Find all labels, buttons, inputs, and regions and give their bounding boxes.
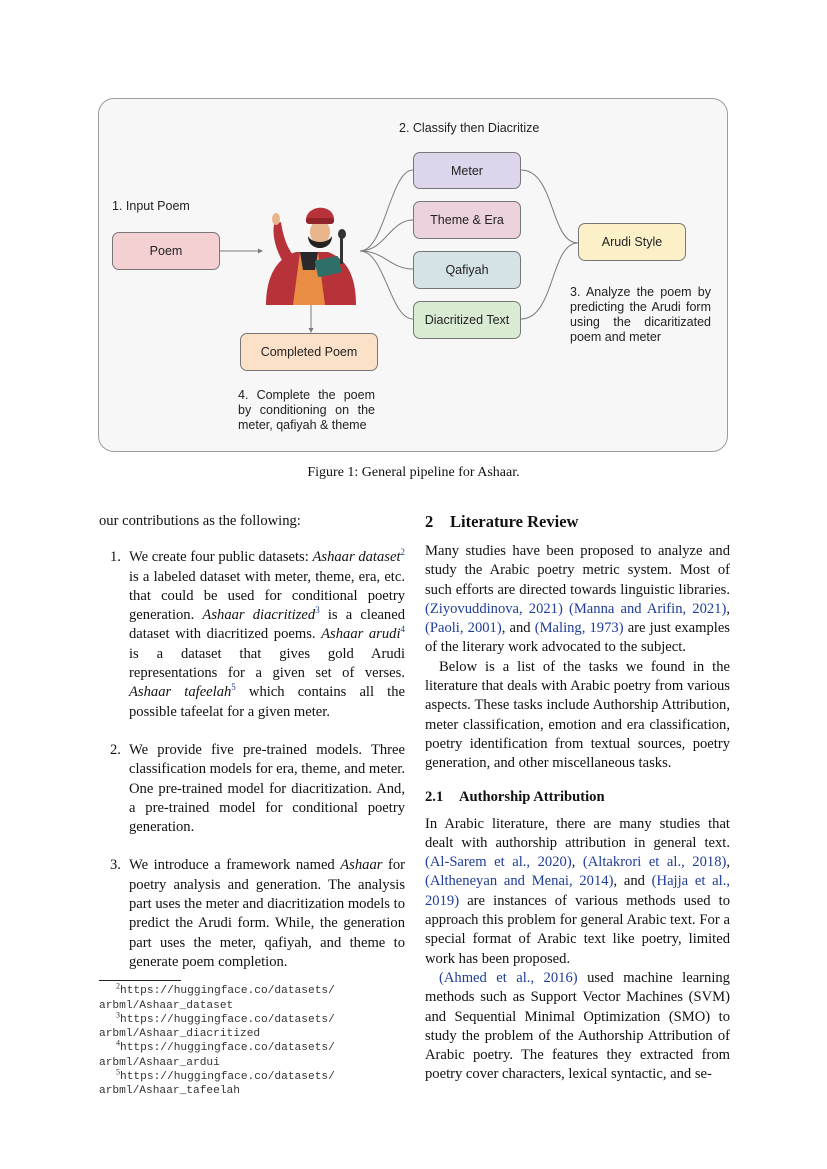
connector-to-theme [360,220,413,251]
left-column [99,512,405,1099]
node-completed-poem: Completed Poem [240,333,378,371]
citation-link[interactable]: (Ahmed et al., 2016) [439,969,578,986]
list-item [99,548,405,722]
node-theme-era: Theme & Era [413,201,521,239]
footnote: $^4$https://huggingface.co/datasets/ arbml/Ashaar_ardui [99,1038,335,1069]
list-item [99,741,405,837]
footnotes [99,981,405,1098]
footnote-link[interactable]: arbml/Ashaar_dataset [99,999,234,1012]
poet-illustration [266,208,356,305]
footnote-ref[interactable]: 2 [400,547,405,558]
list-number: 2. [110,741,121,758]
node-poem: Poem [112,232,220,270]
paragraph: Many studies have been proposed to analyze and study the Arabic poetry metric system. Most of such efforts are directed towards linguistic libraries. (Ziyovuddinova, 2021) (Manna and Arifin, 2021), (Paoli, 2001), and (Maling, 1973) are just examples of the literary work advocated to the subject. [425,543,730,656]
node-arudi-style: Arudi Style [578,223,686,261]
citation-link[interactable]: (Altheneyan and Menai, 2014) [425,873,614,890]
citation-link[interactable]: (Al-Sarem et al., 2020) [425,854,572,871]
footnote-link[interactable]: arbml/Ashaar_ardui [99,1056,220,1069]
footnote-link[interactable]: arbml/Ashaar_diacritized [99,1028,261,1041]
connector-to-meter [360,170,413,251]
citation-link[interactable]: (Ziyovuddinova, 2021) [425,600,563,617]
paragraph: Below is a list of the tasks we found in the literature that deals with Arabic poetry from various aspects. These tasks include Authorship Attribution, meter classification, emotion and era classification, poetry identification from textual sources, poetry generation, and other miscellaneous tasks. [425,658,730,772]
list-number: 1. [110,549,121,566]
paragraph: In Arabic literature, there are many studies that dealt with authorship attribution in general text. (Al-Sarem et al., 2020), (Altakrori et al., 2018), (Altheneyan and Menai, 2014), and (Hajja et al., 2019) are instances of various methods used to approach this problem for general Arabic text. For a special format of Arabic text like poetry, limited work has been proposed. [425,815,731,967]
citation-link[interactable]: (Hajja et al., 2019) [425,873,730,909]
node-diacritized-text: Diacritized Text [413,301,521,339]
list-item-text: We create four public datasets: Ashaar dataset$^2$ is a labeled dataset with meter, theme, era, etc. that could be used for conditional poetry generation. Ashaar diacritized$^3$ is a cleaned dataset with diacritized poems. Ashaar arudi$^4$ is a dataset that gives gold Arudi representations for a given set of verses. Ashaar tafeelah$^5$ which contains all the possible tafeelat for a given meter. [129,547,406,720]
list-item [99,856,405,972]
footnote-rule [99,980,181,981]
figure-step-1-label: 1. Input Poem [112,199,190,213]
connector-meter-to-arudi [521,170,578,243]
subsection-heading: 2.1 Authorship Attribution [425,788,605,805]
citation-link[interactable]: (Manna and Arifin, 2021) [568,600,727,617]
node-meter: Meter [413,152,521,189]
footnote-link[interactable]: arbml/Ashaar_tafeelah [99,1085,240,1098]
list-number: 3. [110,857,121,874]
list-item-text: We provide five pre-trained models. Three classification models for era, theme, and meter. One pre-trained model for diacritization. And, a pre-trained model for conditional poetry generation. [129,741,405,836]
figure-step-4-label: 4. Complete the poem by conditioning on the meter, qafiyah & theme [238,388,375,432]
footnote-link[interactable]: https://huggingface.co/datasets/ [120,1042,335,1055]
footnote-ref[interactable]: 3 [315,605,320,616]
citation-link[interactable]: (Maling, 1973) [534,620,624,637]
citation-link[interactable]: (Paoli, 2001) [425,620,502,637]
section-heading: 2 Literature Review [425,512,579,531]
connector-to-diacritized [360,251,413,319]
footnote-ref[interactable]: 5 [231,682,236,693]
footnote: $^5$https://huggingface.co/datasets/ arbml/Ashaar_tafeelah [99,1067,335,1098]
citation-link[interactable]: (Altakrori et al., 2018) [582,854,727,871]
right-column [425,512,730,1085]
footnote-link[interactable]: https://huggingface.co/datasets/ [120,985,335,998]
paragraph: (Ahmed et al., 2016) used machine learning methods such as Support Vector Machines (SVM) and Sequential Minimal Optimization (SMO) to study the problem of the Authorship Attribution of Arabic poetry. The features they extracted from poetry cover characters, lexical syntactic, and se- [425,969,730,1083]
figure-step-2-label: 2. Classify then Diacritize [399,121,540,135]
figure-step-3-label: 3. Analyze the poem by predicting the Arudi form using the dicaritizated poem and meter [570,285,711,344]
footnote: $^2$https://huggingface.co/datasets/ arbml/Ashaar_dataset [99,981,335,1012]
footnote: $^3$https://huggingface.co/datasets/ arbml/Ashaar_diacritized [99,1010,335,1041]
list-item-text: We introduce a framework named Ashaar for poetry analysis and generation. The analysis part uses the meter and diacritization models to predict the Arudi form. While, the generation part uses the meter, qafiyah, and theme to generate poem completion. [129,857,405,970]
figure-caption: Figure 1: General pipeline for Ashaar. [307,465,520,480]
footnote-ref[interactable]: 4 [400,624,406,635]
node-qafiyah: Qafiyah [413,251,521,289]
footnote-link[interactable]: https://huggingface.co/datasets/ [120,1013,335,1026]
contributions-intro: our contributions as the following: [99,513,301,529]
footnote-link[interactable]: https://huggingface.co/datasets/ [120,1071,335,1084]
